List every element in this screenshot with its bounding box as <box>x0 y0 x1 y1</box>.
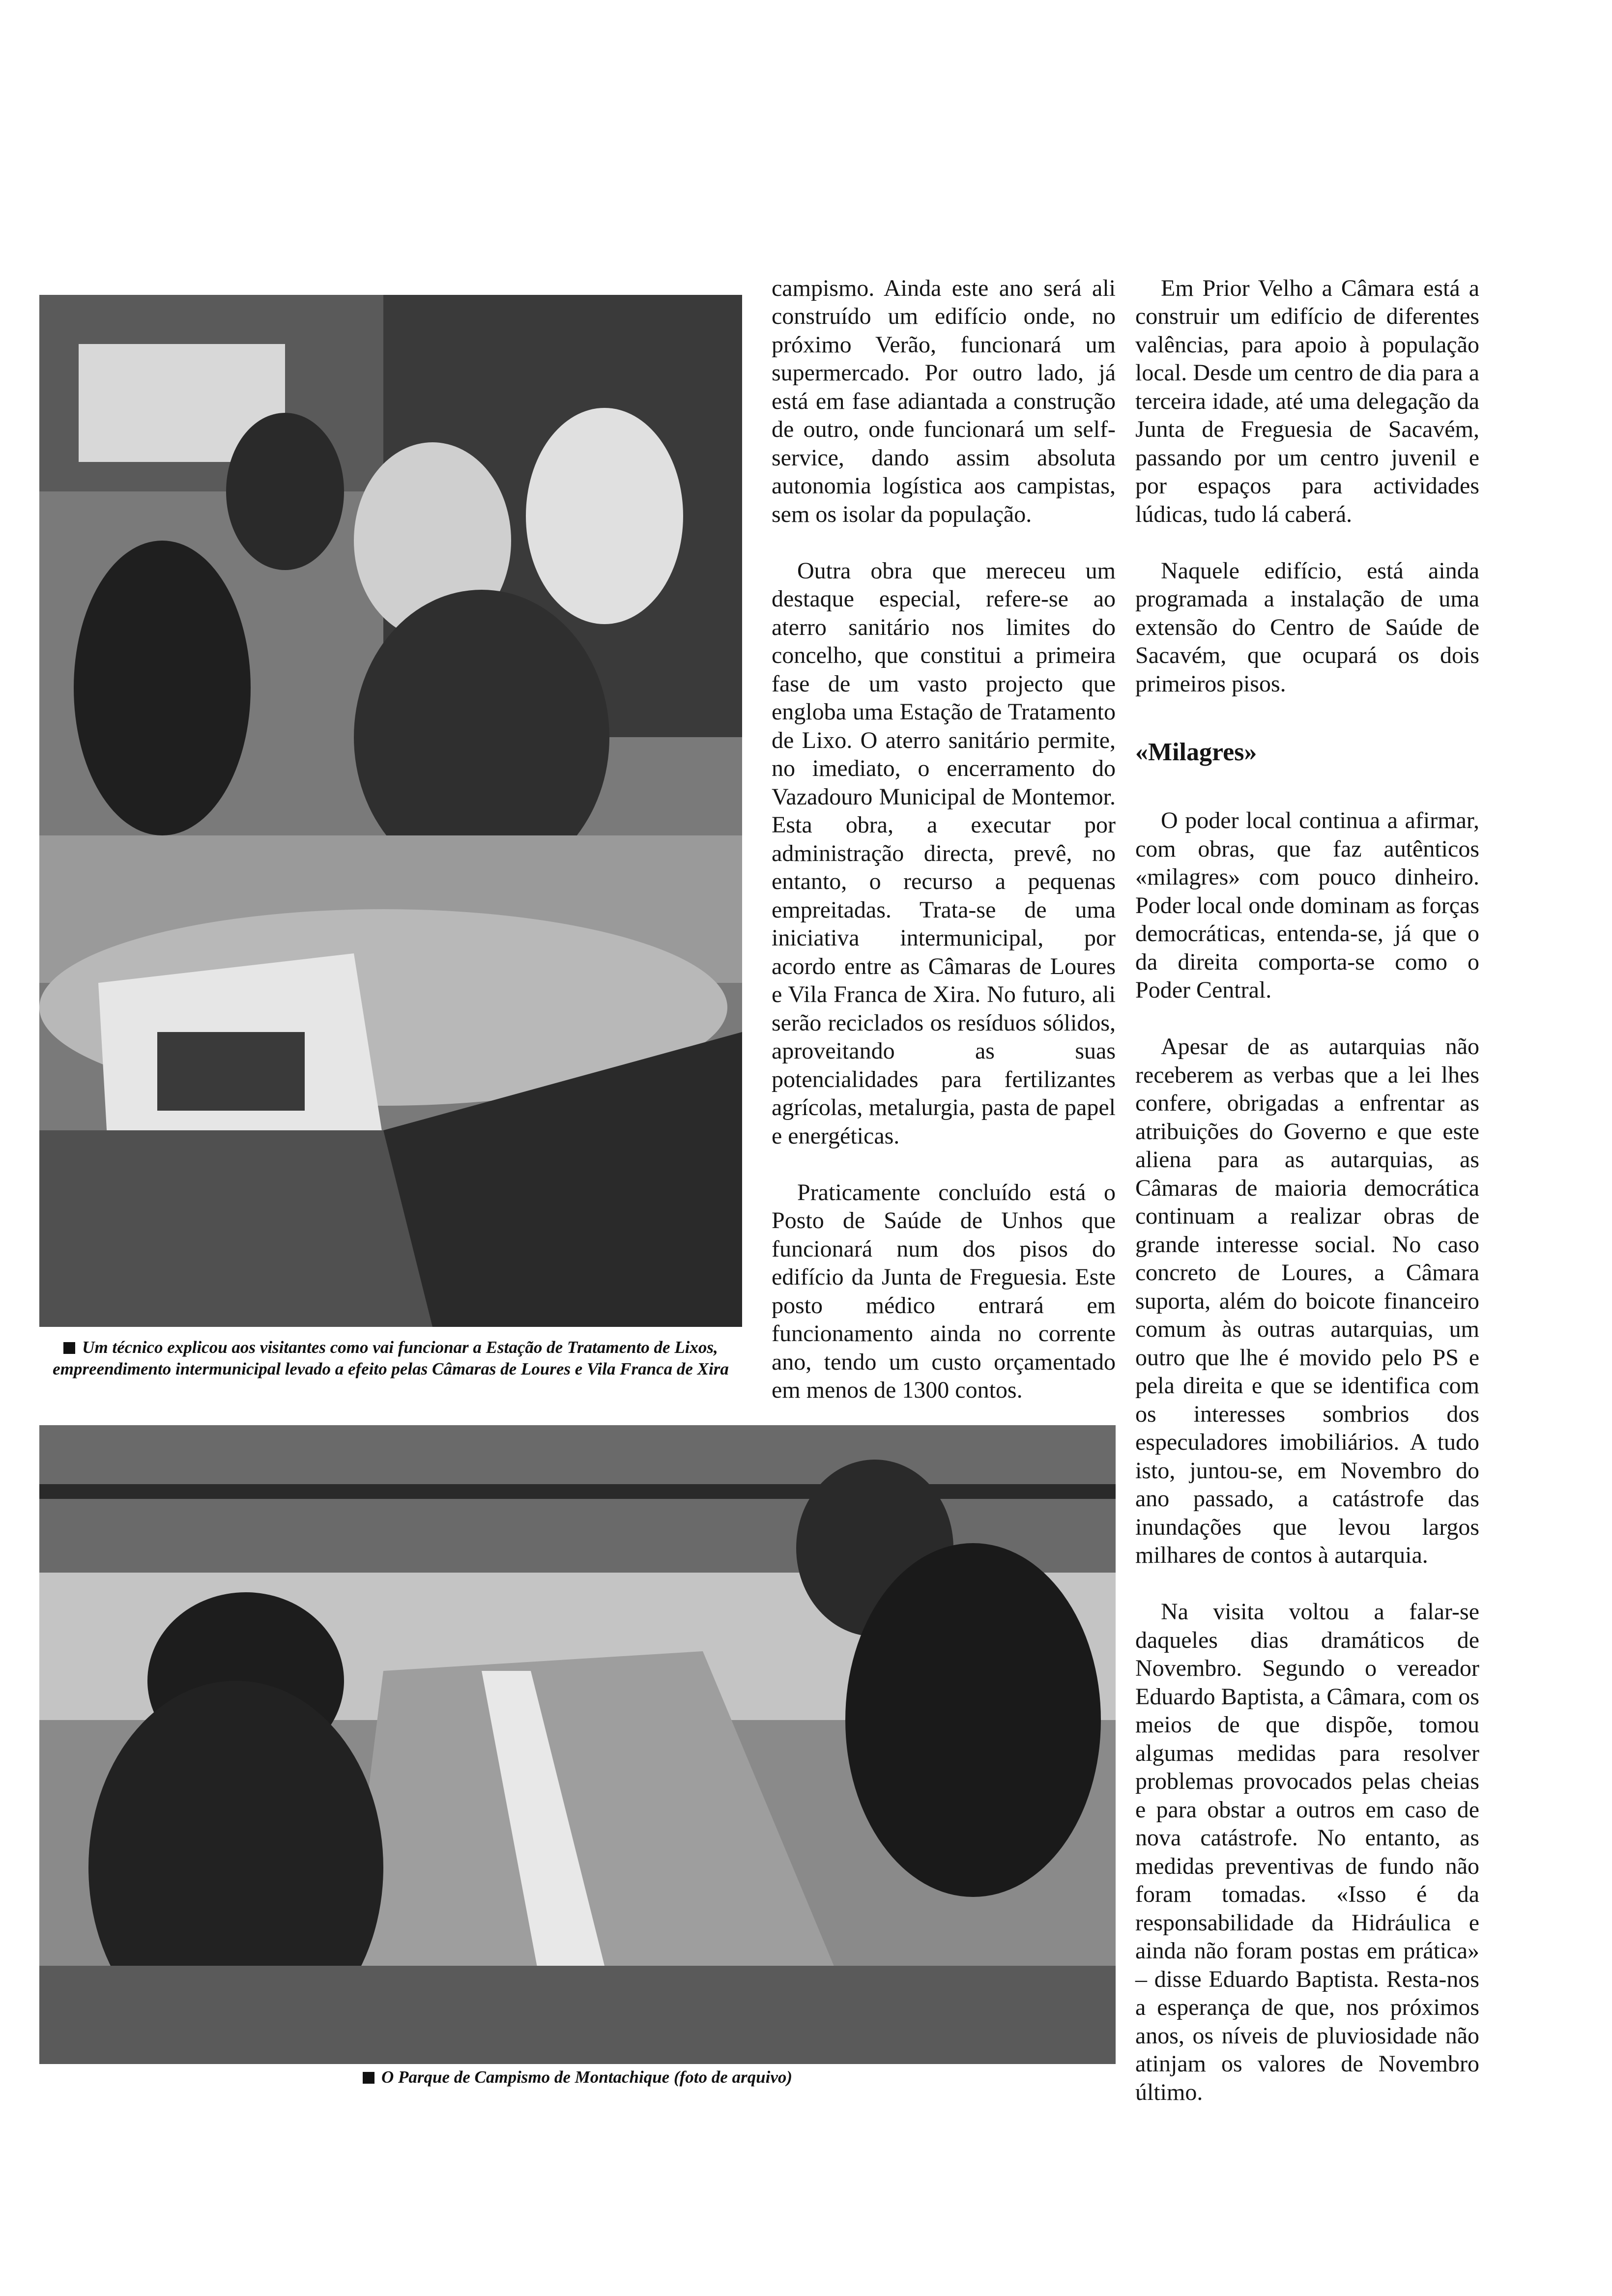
col2-paragraph-1: campismo. Ainda este ano será ali construído um edifício onde, no próximo Verão, funcionará um supermercado. Por outro lado, já está em fase adiantada a construção de outro, onde funcionará um self-service, dando assim absoluta autonomia logística aos campistas, sem os isolar da população. <box>772 275 1116 527</box>
col3-paragraph-1: Em Prior Velho a Câmara está a construir um edifício de diferentes valências, para apoio à população local. Desde um centro de dia para a terceira idade, até uma delegação da Junta de Freguesia de Sacavém, passando por um centro juvenil e por espaços para actividades lúdicas, tudo lá caberá. <box>1135 275 1479 527</box>
col3-paragraph-3: O poder local continua a afirmar, com obras, que faz autênticos «milagres» com pouco dinheiro. Poder local onde dominam as forças democráticas, entenda-se, já que o da direita comporta-se como o Poder Central. <box>1135 807 1479 1003</box>
caption-bullet <box>363 2072 374 2084</box>
photo-bottom-caption-text: O Parque de Campismo de Montachique (foto de arquivo) <box>381 2067 793 2087</box>
photo-top-caption <box>39 1337 742 1380</box>
col3-paragraph-4: Apesar de as autarquias não receberem as verbas que a lei lhes confere, obrigadas a enfrentar as atribuições do Governo e que este aliena para as autarquias, as Câmaras de maioria democrática continuam a realizar obras de grande interesse social. No caso concreto de Loures, a Câmara suporta, além do boicote financeiro comum às outras autarquias, um outro que lhe é movido pelo PS e pela direita e que se identifica com os interesses sombrios dos especuladores imobiliários. A tudo isto, juntou-se, em Novembro do ano passado, a catástrofe das inundações que levou largos milhares de contos à autarquia. <box>1135 1033 1479 1568</box>
caption-bullet <box>63 1342 75 1354</box>
col3-paragraph-5: Na visita voltou a falar-se daqueles dias dramáticos de Novembro. Segundo o vereador Eduardo Baptista, a Câmara, com os meios de que dispõe, tomou algumas medidas para resolver problemas provocados pelas cheias e para obstar a outros em caso de nova catástrofe. No entanto, as medidas preventivas de fundo não foram tomadas. «Isso é da responsabilidade da Hidráulica e ainda não foram postas em prática» – disse Eduardo Baptista. Resta-nos a esperança de que, nos próximos anos, os níveis de pluviosidade não atinjam os valores de Novembro último. <box>1135 1599 1479 2105</box>
photo-bottom <box>39 1425 1116 2064</box>
col2-paragraph-2: Outra obra que mereceu um destaque especial, refere-se ao aterro sanitário nos limites do concelho, que constitui a primeira fase de um vasto projecto que engloba uma Estação de Tratamento de Lixo. O aterro sanitário permite, no imediato, o encerramento do Vazadouro Municipal de Montemor. Esta obra, a executar por administração directa, prevê, no entanto, o recurso a pequenas empreitadas. Trata-se de uma iniciativa intermunicipal, por acordo entre as Câmaras de Loures e Vila Franca de Xira. No futuro, ali serão reciclados os resíduos sólidos, aproveitando as suas potencialidades para fertilizantes agrícolas, metalurgia, pasta de papel e energéticas. <box>772 557 1116 1149</box>
photo-top <box>39 295 742 1327</box>
article-column-2 <box>772 246 1116 1433</box>
photo-top-caption-text: Um técnico explicou aos visitantes como vai funcionar a Estação de Tratamento de Lixos, empreendimento intermunicipal levado a efeito pelas Câmaras de Loures e Vila Franca de Xira <box>53 1338 729 1378</box>
article-column-3 <box>1135 246 1479 2135</box>
section-subhead: «Milagres» <box>1135 738 1257 766</box>
photo-bottom-caption <box>270 2066 885 2088</box>
col3-paragraph-2: Naquele edifício, está ainda programada a instalação de uma extensão do Centro de Saúde de Sacavém, que ocupará os dois primeiros pisos. <box>1135 557 1479 697</box>
col2-paragraph-3: Praticamente concluído está o Posto de Saúde de Unhos que funcionará num dos pisos do edifício da Junta de Freguesia. Este posto médico entrará em funcionamento ainda no corrente ano, tendo um custo orçamentado em menos de 1300 contos. <box>772 1179 1116 1403</box>
